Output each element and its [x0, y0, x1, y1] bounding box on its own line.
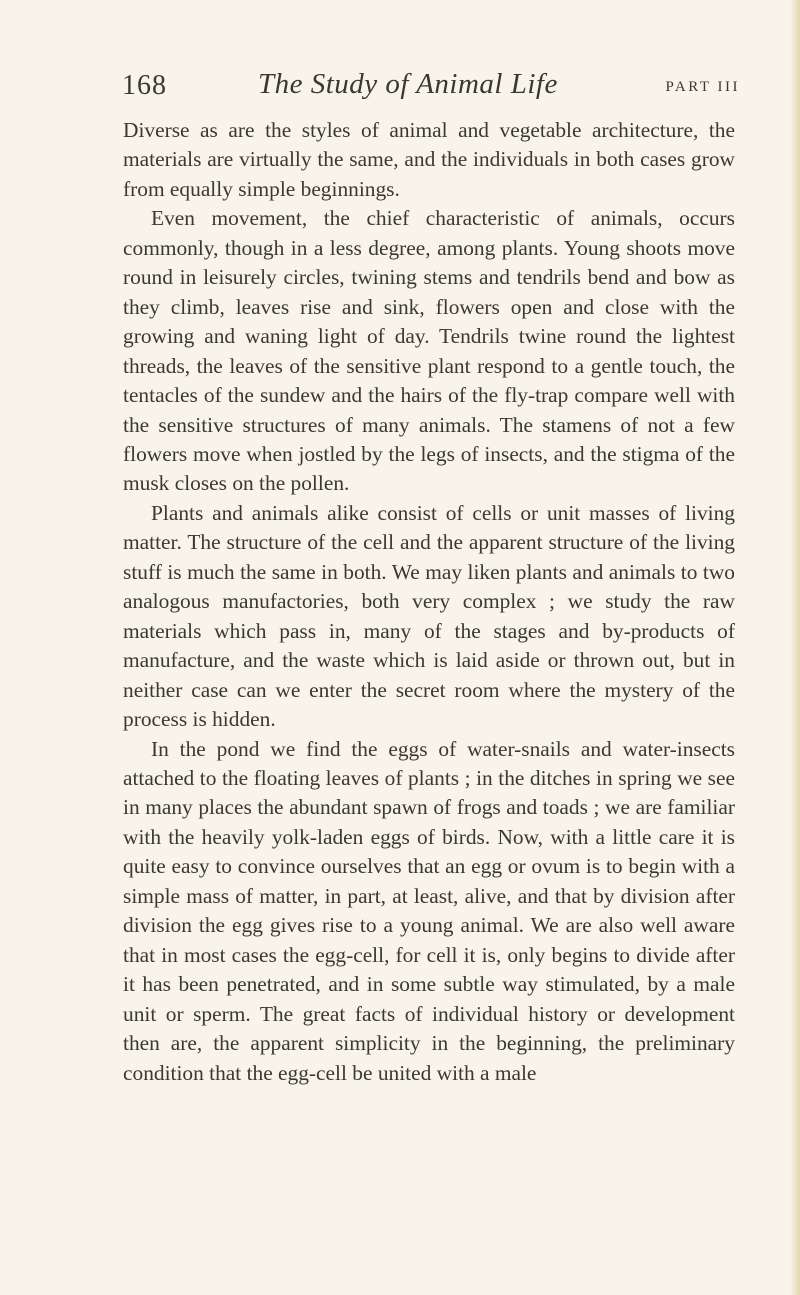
- running-header: [122, 70, 740, 110]
- paragraph-1: Diverse as are the styles of animal and vegetable architecture, the materials are virtually the same, and the individuals in both cases grow from equally simple beginnings.: [123, 118, 735, 201]
- part-label: PART III: [665, 79, 740, 95]
- paragraph-2: Even movement, the chief characteristic of animals, occurs commonly, though in a less degree, among plants. Young shoots move round in leisurely circles, twining stems and tendrils bend and bow as they climb, leaves rise and sink, flowers open and close with the growing and waning light of day. Tendrils twine round the lightest threads, the leaves of the sensitive plant respond to a gentle touch, the tentacles of the sundew and the hairs of the fly-trap compare well with the sensitive structures of many animals. The stamens of not a few flowers move when jostled by the legs of insects, and the stigma of the musk closes on the pollen.: [123, 206, 735, 496]
- paragraph-4: In the pond we find the eggs of water-snails and water-insects attached to the floating leaves of plants ; in the ditches in spring we see in many places the abundant spawn of frogs and toads ; we are familiar with the heavily yolk-laden eggs of birds. Now, with a little care it is quite easy to convince ourselves that an egg or ovum is to begin with a simple mass of matter, in part, at least, alive, and that by division after division the egg gives rise to a young animal. We are also well aware that in most cases the egg-cell, for cell it is, only begins to divide after it has been penetrated, and in some subtle way stimulated, by a male unit or sperm. The great facts of individual history or development then are, the apparent simplicity in the beginning, the preliminary condition that the egg-cell be united with a male: [123, 736, 735, 1085]
- body-text: [123, 116, 735, 1088]
- paragraph-3: Plants and animals alike consist of cells or unit masses of living matter. The structure of the cell and the apparent structure of the living stuff is much the same in both. We may liken plants and animals to two analogous manufactories, both very complex ; we study the raw materials which pass in, many of the stages and by-products of manufacture, and the waste which is laid aside or thrown out, but in neither case can we enter the secret room where the mystery of the process is hidden.: [123, 500, 735, 732]
- running-title: The Study of Animal Life: [258, 68, 558, 100]
- page-number: 168: [122, 70, 167, 101]
- page-edge-shadow: [790, 0, 800, 1295]
